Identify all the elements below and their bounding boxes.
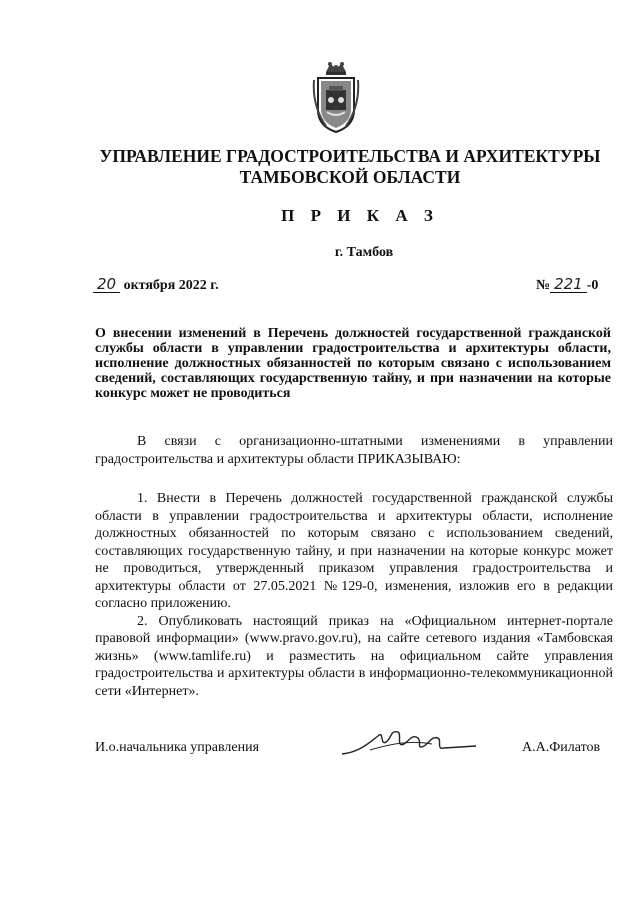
organization-name-line1: УПРАВЛЕНИЕ ГРАДОСТРОИТЕЛЬСТВА И АРХИТЕКТУРЫ	[99, 146, 601, 166]
date-month-year: октября 2022 г.	[123, 278, 219, 293]
body-intro: В связи с организационно-штатными изменениями в управлении градостроительства и архитектуры области ПРИКАЗЫВАЮ:	[95, 434, 613, 467]
order-number	[536, 276, 598, 294]
coat-of-arms-emblem	[312, 60, 360, 134]
signatory-name: А.А.Филатов	[522, 740, 601, 755]
handwritten-day: 20	[93, 276, 120, 293]
signatory-position: И.о.начальника управления	[95, 740, 260, 755]
number-sign: №	[536, 278, 551, 293]
organization-name	[60, 146, 640, 188]
order-date	[93, 276, 219, 294]
body-item-1: 1. Внести в Перечень должностей государственной гражданской службы области в управлении градостроительства и архитектуры области, исполнение должностных обязанностей по которым связано с использованием сведений, составляющих государственную тайну, и при назначении на которые конкурс может не проводиться, утвержденный приказом управления градостроительства и архитектуры области от 27.05.2021 №129-0, изменения, изложив его в редакции согласно приложению.	[95, 491, 613, 611]
number-suffix: -0	[586, 278, 599, 293]
city-label: г. Тамбов	[334, 245, 394, 260]
handwritten-number: 221	[550, 276, 587, 293]
handwritten-signature	[340, 722, 480, 762]
body-item-2: 2. Опубликовать настоящий приказ на «Официальном интернет-портале правовой информации» (www.pravo.gov.ru), на сайте сетевого издания «Тамбовская жизнь» (www.tamlife.ru) и разместить на официальном сайте управления градостроительства и архитектуры области в информационно-телекоммуникационной сети «Интернет».	[95, 613, 613, 699]
order-body	[95, 433, 613, 700]
order-subject: О внесении изменений в Перечень должностей государственной гражданской службы области в управлении градостроительства и архитектуры области, исполнение должностных обязанностей по которым связано с использованием сведений, составляющих государственную тайну, и при назначении на которые конкурс может не проводиться	[95, 326, 611, 401]
document-type-title: П Р И К А З	[281, 206, 439, 225]
organization-name-line2: ТАМБОВСКОЙ ОБЛАСТИ	[239, 167, 461, 187]
